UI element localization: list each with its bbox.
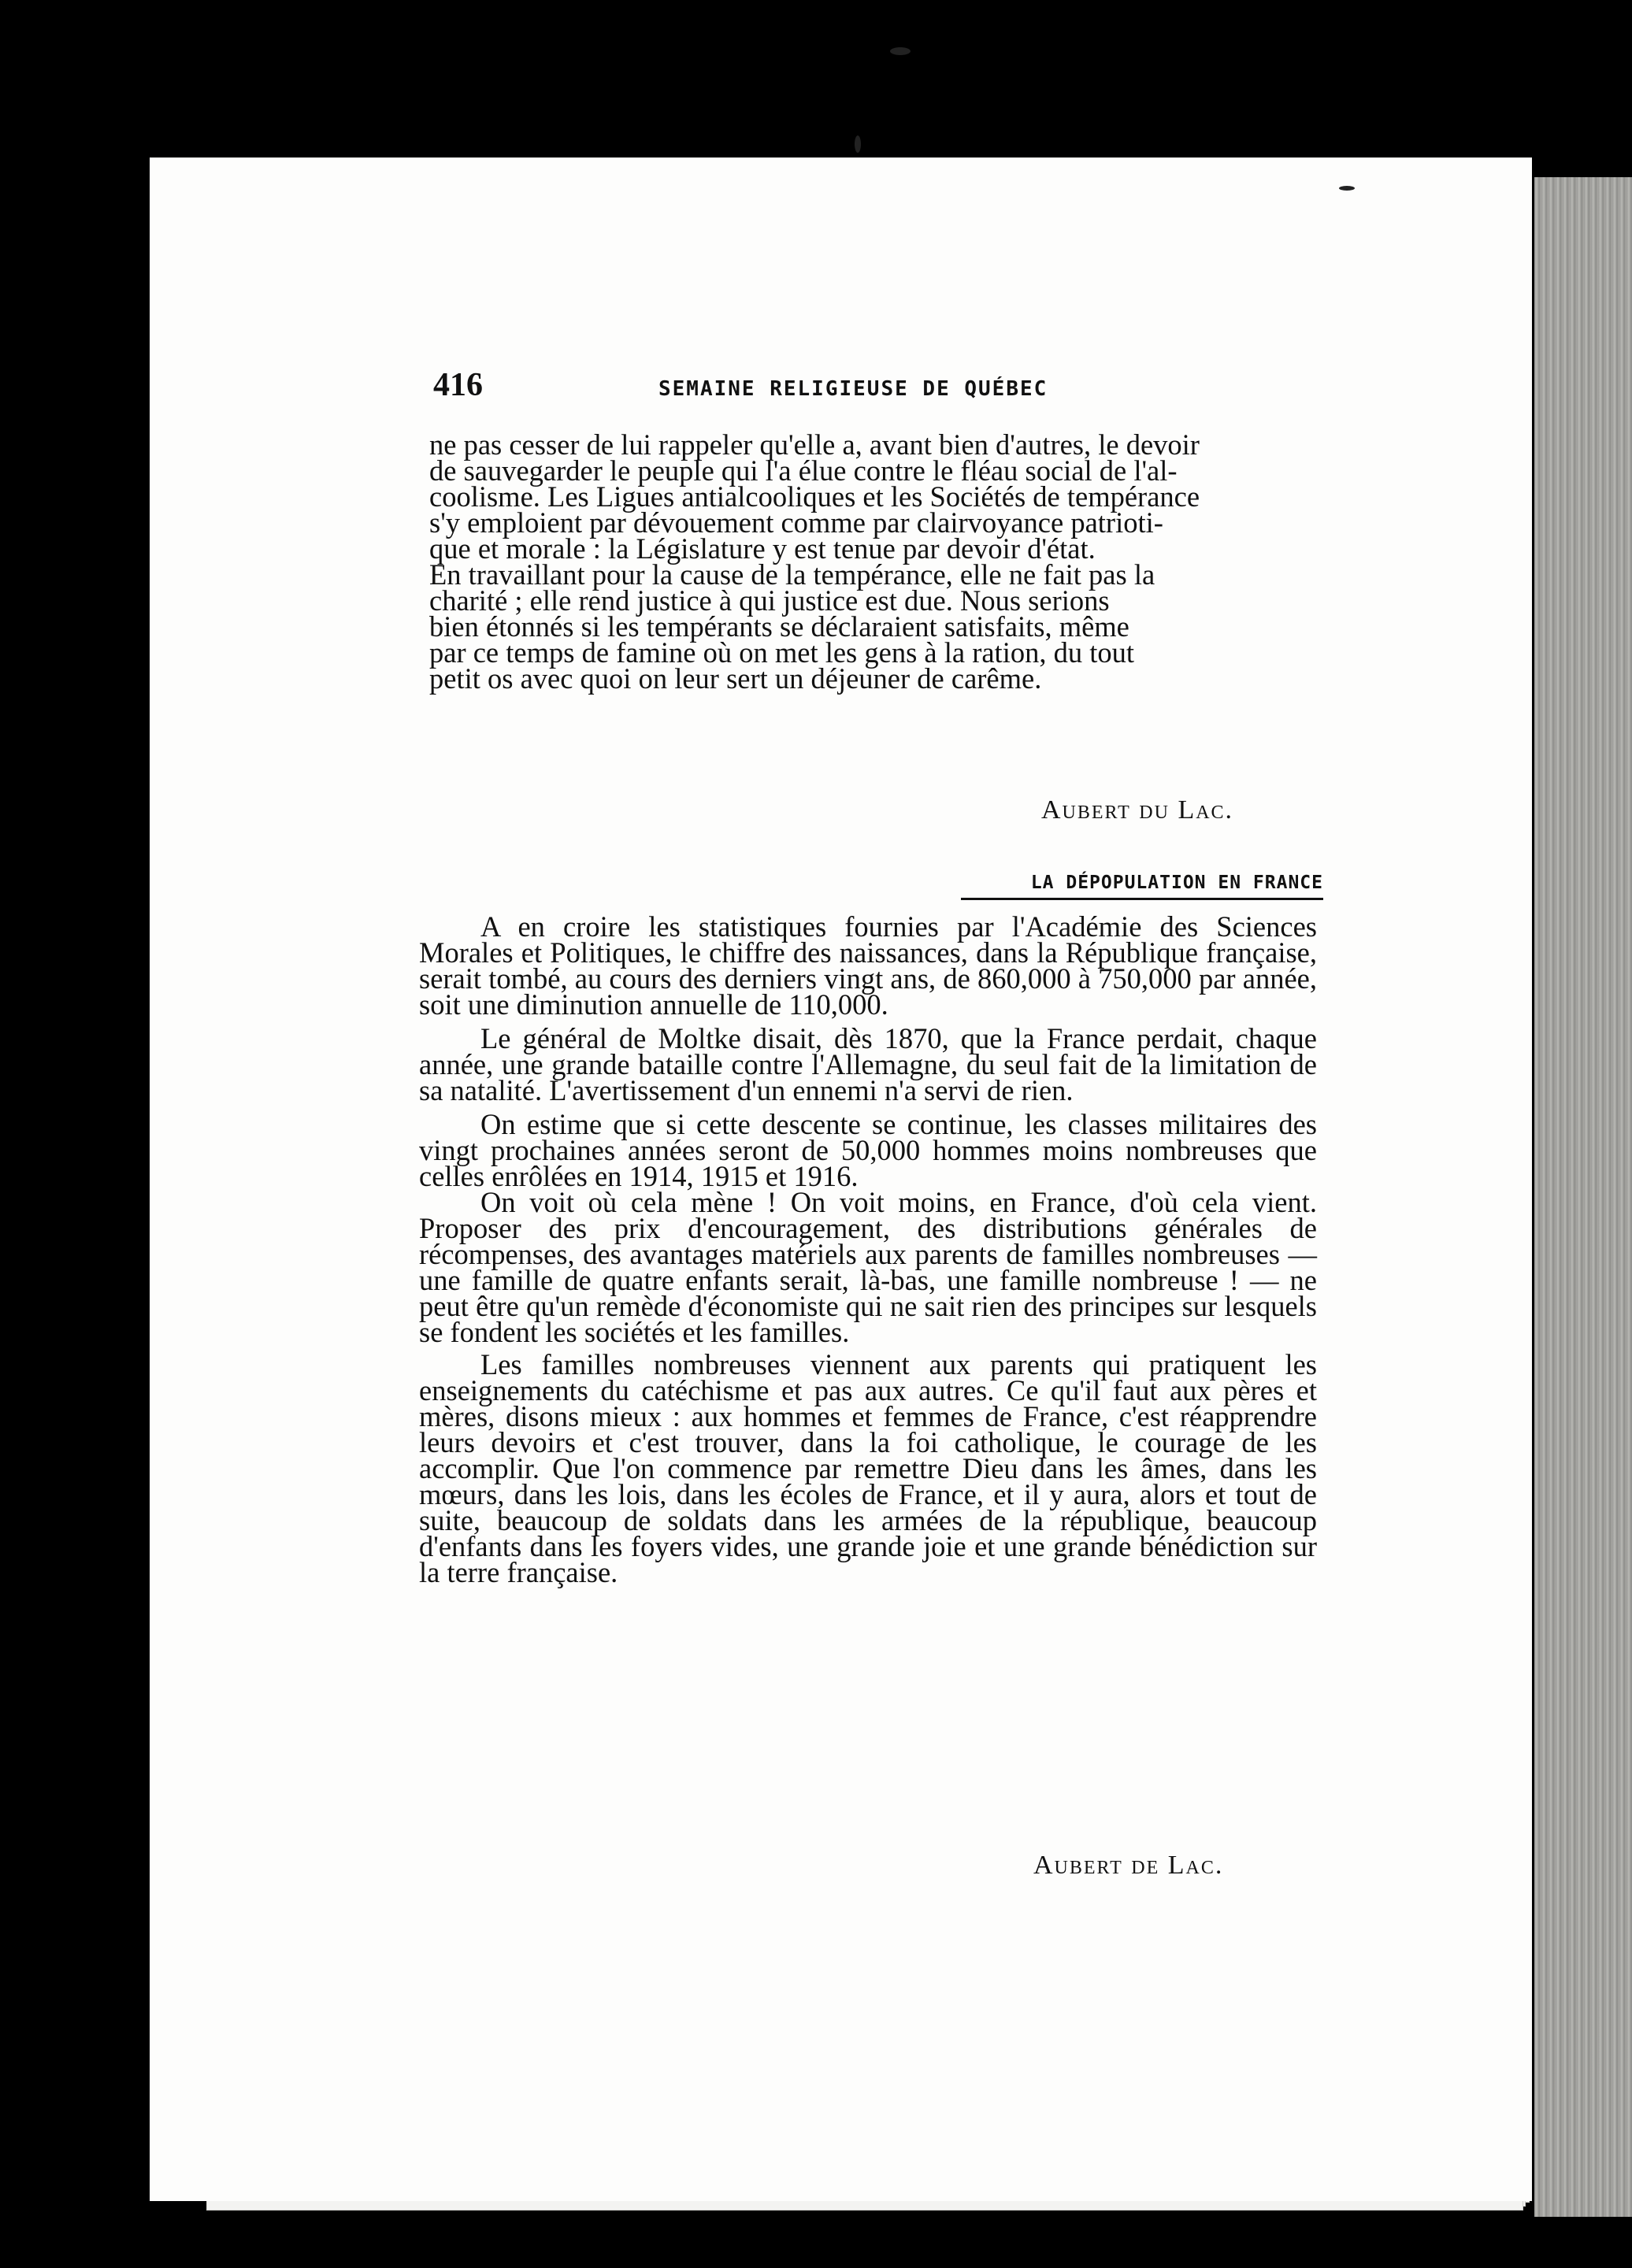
- text-line: de sauvegarder le peuple qui l'a élue contre le fléau social de l'al-: [429, 454, 1178, 487]
- page-header: [433, 366, 1323, 413]
- article-title: LA DÉPOPULATION EN FRANCE: [961, 873, 1323, 900]
- author-signature: Aubert de Lac.: [1033, 1851, 1224, 1880]
- article-body: [419, 910, 1317, 1588]
- page-number: 416: [433, 367, 483, 403]
- scan-speck: [890, 47, 911, 55]
- text-line: ne pas cesser de lui rappeler qu'elle a, avant bien d'autres, le devoir: [429, 428, 1200, 461]
- continued-article-text: [429, 428, 1323, 695]
- text-line: bien étonnés si les tempérants se déclaraient satisfaits, même: [429, 610, 1129, 643]
- scan-speck: [1339, 186, 1355, 191]
- paragraph: Les familles nombreuses viennent aux parents qui pratiquent les enseignements du catéchisme et pas aux autres. Ce qu'il faut aux pères et mères, disons mieux : aux hommes et femmes de France, c'est réapprendre leurs devoirs et c'est trouver, dans la foi catholique, le courage de les accomplir. Que l'on commence par remettre Dieu dans les âmes, dans les mœurs, dans les lois, dans les écoles de France, et il y aura, alors et tout de suite, beaucoup de soldats dans les armées de la république, beaucoup d'enfants dans les foyers vides, une grande joie et une grande bénédiction sur la terre française.: [419, 1348, 1317, 1588]
- book-spine-edge: [1534, 177, 1632, 2217]
- text-line: petit os avec quoi on leur sert un déjeuner de carême.: [429, 662, 1042, 695]
- text-line: s'y emploient par dévouement comme par clairvoyance patrioti-: [429, 506, 1163, 539]
- paragraph: Le général de Moltke disait, dès 1870, que la France perdait, chaque année, une grande bataille contre l'Allemagne, du seul fait de la limitation de sa natalité. L'avertissement d'un ennemi n'a servi de rien.: [419, 1022, 1317, 1106]
- text-line: que et morale : la Législature y est tenue par devoir d'état.: [429, 532, 1096, 565]
- text-line: charité ; elle rend justice à qui justice est due. Nous serions: [429, 584, 1110, 617]
- paragraph: On voit où cela mène ! On voit moins, en France, d'où cela vient. Proposer des prix d'encouragement, des distributions générales de récompenses, des avantages matériels aux parents de familles nombreuses — une famille de quatre enfants serait, là-bas, une famille nombreuse ! — ne peut être qu'un remède d'économiste qui ne sait rien des principes sur lesquels se fondent les sociétés et les familles.: [419, 1186, 1317, 1348]
- running-head: SEMAINE RELIGIEUSE DE QUÉBEC: [658, 377, 1048, 401]
- text-line: En travaillant pour la cause de la tempérance, elle ne fait pas la: [429, 558, 1155, 591]
- text-line: par ce temps de famine où on met les gens à la ration, du tout: [429, 636, 1134, 669]
- paragraph: A en croire les statistiques fournies par l'Académie des Sciences Morales et Politiques, le chiffre des naissances, dans la République française, serait tombé, au cours des derniers vingt ans, de 860,000 à 750,000 par année, soit une diminution annuelle de 110,000.: [419, 910, 1317, 1021]
- paragraph: On estime que si cette descente se continue, les classes militaires des vingt prochaines années seront de 50,000 hommes moins nombreuses que celles enrôlées en 1914, 1915 et 1916.: [419, 1108, 1317, 1192]
- author-signature: Aubert du Lac.: [1041, 795, 1234, 825]
- scan-speck: [855, 135, 861, 153]
- text-line: coolisme. Les Ligues antialcooliques et les Sociétés de tempérance: [429, 480, 1200, 513]
